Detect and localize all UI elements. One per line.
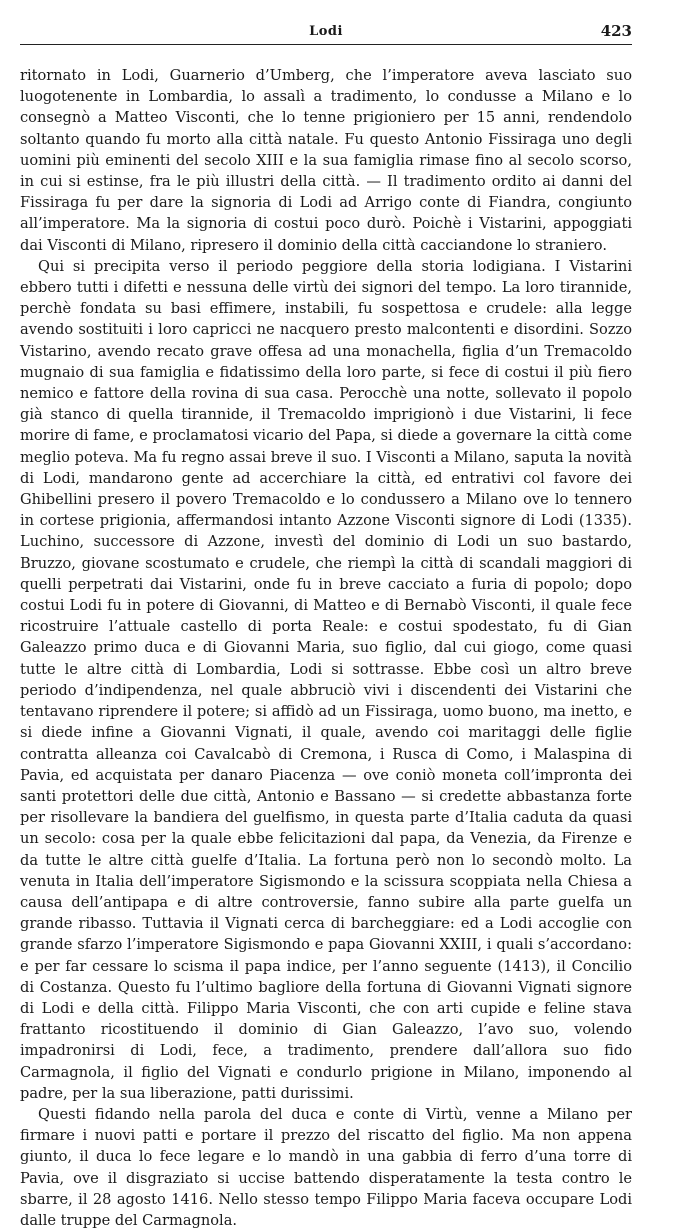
paragraph: Questi fidando nella parola del duca e conte di Virtù, venne a Milano per firmare i nuovi patti e portare il prezzo del riscatto del figlio. Ma non appena giunto, il duca lo fece legare e lo mandò in una gabbia di ferro d’una torre di Pavia, ove il disgraziato si uccise battendo disperatamente la testa contro le sbarre, il 28 agosto 1416. Nello stesso tempo Filippo Maria faceva occupare Lodi dalle truppe del Carmagnola.: [20, 1105, 632, 1229]
body-text: [20, 65, 632, 1231]
paragraph: Qui si precipita verso il periodo peggiore della storia lodigiana. I Vistarini ebbero tutti i difetti e nessuna delle virtù dei signori del tempo. La loro tirannide, perchè fondata su basi effimere, instabili, fu sospettosa e crudele: alla legge avendo sostituiti i loro capricci ne nacquero presto malcontenti e disordini. Sozzo Vistarino, avendo recato grave offesa ad una monachella, figlia d’un Tremacoldo mugnaio di sua famiglia e fidatissimo della loro parte, si fece di costui il più fiero nemico e fattore della rovina di sua casa. Perocchè una notte, sollevato il popolo già stanco di quella tirannide, il Tremacoldo imprigionò i due Vistarini, li fece morire di fame, e proclamatosi vicario del Papa, si diede a governare la città come meglio poteva. Ma fu regno assai breve il suo. I Visconti a Milano, saputa la novità di Lodi, mandarono gente ad accerchiare la città, ed entrativi col favore dei Ghibellini presero il povero Tremacoldo e lo condussero a Milano ove lo tennero in cortese prigionia, affermandosi intanto Azzone Visconti signore di Lodi (1335). Luchino, successore di Azzone, investì del dominio di Lodi un suo bastardo, Bruzzo, giovane scostumato e crudele, che riempì la città di scandali maggiori di quelli perpetrati dai Vistarini, onde fu in breve cacciato a furia di popolo; dopo costui Lodi fu in potere di Giovanni, di Matteo e di Bernabò Visconti, il quale fece ricostruire l’attuale castello di porta Reale: e costui spodestato, fu di Gian Galeazzo primo duca e di Giovanni Maria, suo figlio, dal cui giogo, come quasi tutte le altre città di Lombardia, Lodi si sottrasse. Ebbe così un altro breve periodo d’indipendenza, nel quale abbruciò vivi i discendenti dei Vistarini che tentavano riprendere il potere; si affidò ad un Fissiraga, uomo buono, ma inetto, e si diede infine a Giovanni Vignati, il quale, avendo coi maritaggi delle figlie contratta alleanza coi Cavalcabò di Cremona, i Rusca di Como, i Malaspina di Pavia, ed acquistata per danaro Piacenza — ove coniò moneta coll’impronta dei santi protettori delle due città, Antonio e Bassano — si credette abbastanza forte per risollevare la bandiera del guelfismo, in questa parte d’Italia caduta da quasi un secolo: cosa per la quale ebbe felicitazioni dal papa, da Venezia, da Firenze e da tutte le altre città guelfe d’Italia. La fortuna però non lo secondò molto. La venuta in Italia dell’imperatore Sigismondo e la scissura scoppiata nella Chiesa a causa dell’antipapa e di altre controversie, fanno subire alla parte guelfa un grande ribasso. Tuttavia il Vignati cerca di barcheggiare: ed a Lodi accoglie con grande sfarzo l’imperatore Sigismondo e papa Giovanni XXIII, i quali s’accordano: e per far cessare lo scisma il papa indice, per l’anno seguente (1413), il Concilio di Costanza. Questo fu l’ultimo bagliore della fortuna di Giovanni Vignati signore di Lodi e della città. Filippo Maria Visconti, che con arti cupide e feline stava frattanto ricostituendo il dominio di Gian Galeazzo, l’avo suo, volendo impadronirsi di Lodi, fece, a tradimento, prendere dall’allora suo fido Carmagnola, il figlio del Vignati e condurlo prigione in Milano, imponendo al padre, per la sua liberazione, patti durissimi.: [20, 257, 632, 1102]
book-page: [20, 22, 632, 1231]
running-title: Lodi: [309, 24, 343, 39]
running-header: [20, 22, 632, 45]
paragraph-continuation: ritornato in Lodi, Guarnerio d’Umberg, che l’imperatore aveva lasciato suo luogotenente in Lombardia, lo assalì a tradimento, lo condusse a Milano e lo consegnò a Matteo Visconti, che lo tenne prigioniero per 15 anni, rendendolo soltanto quando fu morto alla città natale. Fu questo Antonio Fissiraga uno degli uomini più eminenti del secolo XIII e la sua famiglia rimase fino al secolo scorso, in cui si estinse, fra le più illustri della città. — Il tradimento ordito ai danni del Fissiraga fu per dare la signoria di Lodi ad Arrigo conte di Fiandra, congiunto all’imperatore. Ma la signoria di costui poco durò. Poichè i Vistarini, appoggiati dai Visconti di Milano, ripresero il dominio della città cacciandone lo straniero.: [20, 67, 632, 254]
page-number: 423: [600, 22, 632, 40]
